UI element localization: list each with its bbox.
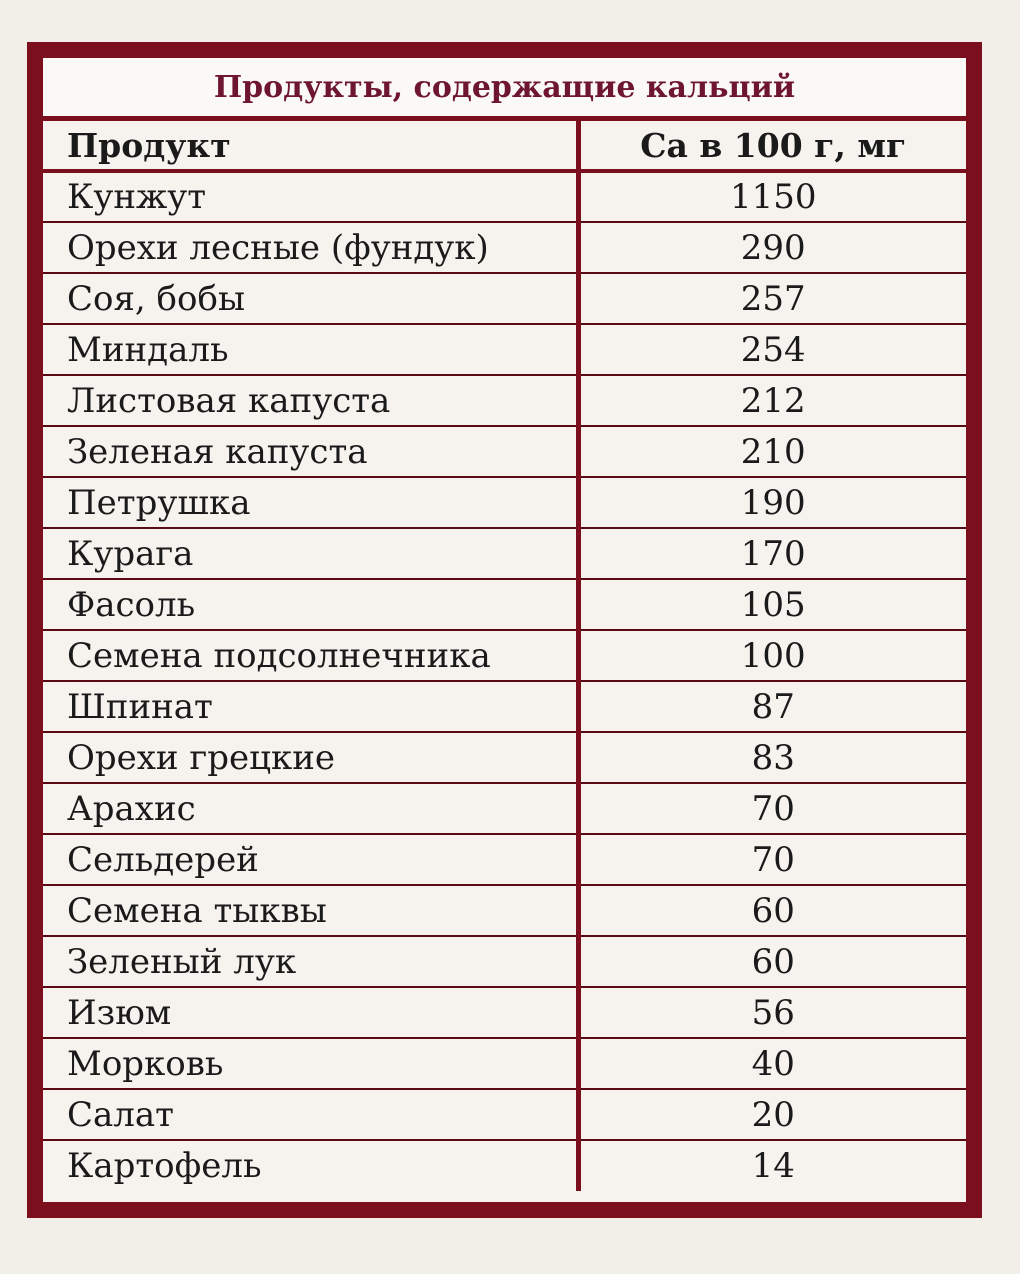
- product-name-cell: Зеленая капуста: [43, 426, 578, 477]
- calcium-value-cell: 257: [578, 273, 966, 324]
- product-name-cell: Орехи лесные (фундук): [43, 222, 578, 273]
- product-name-cell: Зеленый лук: [43, 936, 578, 987]
- table-row: [43, 936, 966, 987]
- calcium-value-cell: 254: [578, 324, 966, 375]
- product-name-cell: Кунжут: [43, 171, 578, 222]
- column-header-product: Продукт: [43, 121, 578, 171]
- calcium-value-cell: 40: [578, 1038, 966, 1089]
- calcium-value-cell: 1150: [578, 171, 966, 222]
- product-name-cell: Листовая капуста: [43, 375, 578, 426]
- table-row: [43, 630, 966, 681]
- table-frame: [27, 42, 982, 1218]
- calcium-value-cell: 190: [578, 477, 966, 528]
- table-row: [43, 732, 966, 783]
- calcium-value-cell: 87: [578, 681, 966, 732]
- product-name-cell: Морковь: [43, 1038, 578, 1089]
- product-name-cell: Курага: [43, 528, 578, 579]
- table-row: [43, 885, 966, 936]
- table-row: [43, 1089, 966, 1140]
- calcium-value-cell: 60: [578, 885, 966, 936]
- table-row: [43, 171, 966, 222]
- calcium-value-cell: 20: [578, 1089, 966, 1140]
- table-row: [43, 477, 966, 528]
- table-row: [43, 426, 966, 477]
- product-name-cell: Шпинат: [43, 681, 578, 732]
- calcium-value-cell: 56: [578, 987, 966, 1038]
- table-row: [43, 987, 966, 1038]
- table-row: [43, 1038, 966, 1089]
- calcium-value-cell: 100: [578, 630, 966, 681]
- product-name-cell: Петрушка: [43, 477, 578, 528]
- product-name-cell: Миндаль: [43, 324, 578, 375]
- page-title: Продукты, содержащие кальций: [43, 58, 966, 121]
- product-name-cell: Изюм: [43, 987, 578, 1038]
- product-name-cell: Семена тыквы: [43, 885, 578, 936]
- table-row: [43, 1140, 966, 1191]
- table-row: [43, 579, 966, 630]
- calcium-value-cell: 60: [578, 936, 966, 987]
- product-name-cell: Салат: [43, 1089, 578, 1140]
- table-row: [43, 222, 966, 273]
- table-row: [43, 324, 966, 375]
- table-row: [43, 528, 966, 579]
- product-name-cell: Картофель: [43, 1140, 578, 1191]
- calcium-value-cell: 70: [578, 783, 966, 834]
- calcium-value-cell: 83: [578, 732, 966, 783]
- column-header-calcium: Са в 100 г, мг: [578, 121, 966, 171]
- calcium-table: [43, 121, 966, 1191]
- product-name-cell: Сельдерей: [43, 834, 578, 885]
- product-name-cell: Фасоль: [43, 579, 578, 630]
- table-header-row: [43, 121, 966, 171]
- product-name-cell: Орехи грецкие: [43, 732, 578, 783]
- calcium-value-cell: 70: [578, 834, 966, 885]
- calcium-value-cell: 210: [578, 426, 966, 477]
- table-row: [43, 681, 966, 732]
- calcium-value-cell: 170: [578, 528, 966, 579]
- calcium-value-cell: 290: [578, 222, 966, 273]
- calcium-value-cell: 212: [578, 375, 966, 426]
- table-row: [43, 834, 966, 885]
- table-row: [43, 783, 966, 834]
- calcium-value-cell: 14: [751, 1146, 795, 1186]
- calcium-value-cell: 105: [578, 579, 966, 630]
- product-name-cell: Семена подсолнечника: [43, 630, 578, 681]
- product-name-cell: Арахис: [43, 783, 578, 834]
- product-name-cell: Соя, бобы: [43, 273, 578, 324]
- table-row: [43, 273, 966, 324]
- table-row: [43, 375, 966, 426]
- table-container: [43, 58, 966, 1202]
